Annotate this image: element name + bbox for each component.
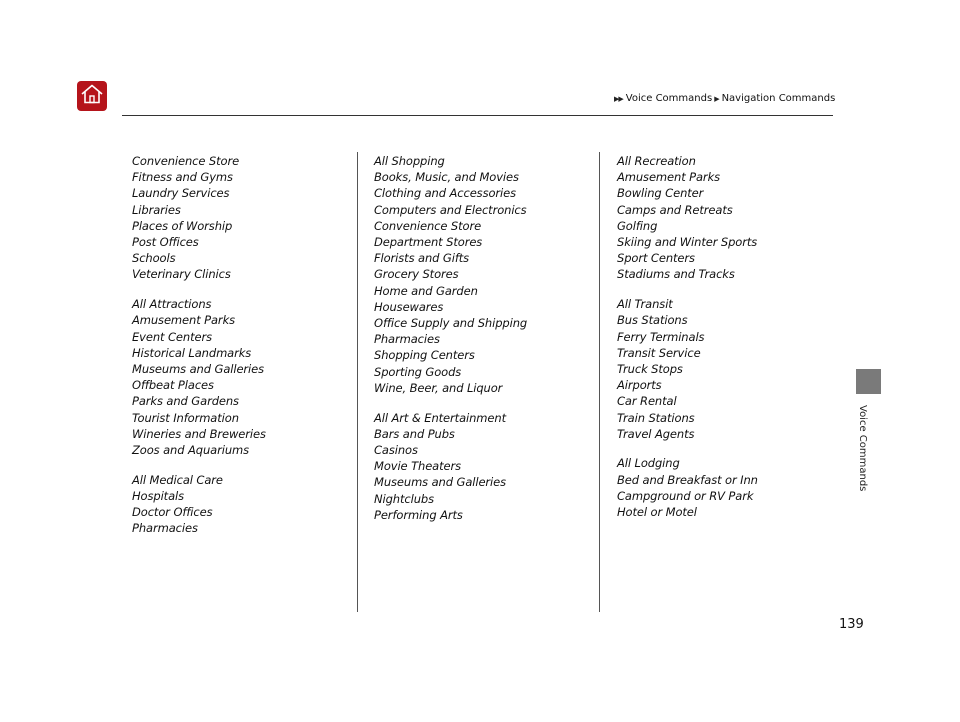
command-item: Shopping Centers [374,348,475,363]
column-3 [617,153,758,534]
command-item: Libraries [132,202,181,217]
command-item: Airports [617,378,662,393]
command-group [132,296,266,458]
command-item: Offbeat Places [132,378,214,393]
breadcrumb [614,93,835,104]
command-item: Schools [132,251,176,266]
command-group [617,153,758,283]
command-item: Laundry Services [132,186,230,201]
home-button[interactable] [77,81,107,111]
command-item: Truck Stops [617,361,683,376]
command-item: Zoos and Aquariums [132,442,249,457]
section-tab-marker[interactable] [856,369,881,394]
header-divider [122,115,833,116]
page-number: 139 [839,617,864,632]
column-1 [132,153,266,550]
command-item: Hotel or Motel [617,505,697,520]
command-group [132,472,266,537]
command-item: Veterinary Clinics [132,267,231,282]
command-item: Grocery Stores [374,267,459,282]
breadcrumb-link-voice-commands[interactable]: Voice Commands [625,93,713,104]
section-tab-label: Voice Commands [857,405,868,492]
command-group [374,410,527,523]
command-item: Amusement Parks [617,170,721,185]
command-item: Bus Stations [617,313,688,328]
command-group [617,296,758,442]
command-item: Books, Music, and Movies [374,170,519,185]
command-item: Hospitals [132,488,185,503]
command-item: All Art & Entertainment [374,410,506,425]
command-item: Amusement Parks [132,313,236,328]
command-item: Golfing [617,218,658,233]
command-item: Computers and Electronics [374,202,527,217]
command-item: Transit Service [617,345,701,360]
command-item: Ferry Terminals [617,329,705,344]
command-item: Movie Theaters [374,459,462,474]
command-item: Housewares [374,299,444,314]
command-item: Bowling Center [617,186,704,201]
command-item: All Recreation [617,154,696,168]
command-item: Tourist Information [132,410,239,425]
command-item: Wineries and Breweries [132,426,266,441]
command-group [132,153,266,283]
command-item: Doctor Offices [132,505,213,520]
breadcrumb-arrow-icon: ▶ [714,94,719,103]
column-divider [599,152,600,612]
command-item: Convenience Store [374,218,482,233]
command-group [617,455,758,520]
command-item: All Transit [617,297,673,312]
command-item: Travel Agents [617,426,695,441]
command-item: Sport Centers [617,251,695,266]
command-item: Pharmacies [374,332,440,347]
command-item: All Lodging [617,456,680,471]
command-item: Stadiums and Tracks [617,267,735,282]
command-item: Campground or RV Park [617,488,754,503]
command-item: Nightclubs [374,491,434,506]
command-item: Fitness and Gyms [132,170,233,185]
command-item: All Attractions [132,297,212,312]
home-icon [81,84,103,108]
breadcrumb-current-navigation-commands: Navigation Commands [721,93,836,104]
command-item: Clothing and Accessories [374,186,516,201]
command-item: Sporting Goods [374,364,462,379]
command-item: Event Centers [132,329,212,344]
command-item: Post Offices [132,235,199,250]
command-item: Bars and Pubs [374,426,455,441]
command-item: Home and Garden [374,283,478,298]
column-2 [374,153,527,536]
command-item: Pharmacies [132,521,198,536]
breadcrumb-arrow-icon: ▶▶ [614,94,623,103]
command-item: Convenience Store [132,154,240,168]
column-divider [357,152,358,612]
command-item: Bed and Breakfast or Inn [617,472,758,487]
command-item: All Medical Care [132,472,223,487]
command-item: Historical Landmarks [132,345,252,360]
command-item: Casinos [374,442,418,457]
command-item: Wine, Beer, and Liquor [374,380,503,395]
command-item: Parks and Gardens [132,394,239,409]
command-item: Museums and Galleries [132,361,265,376]
command-item: Performing Arts [374,507,463,522]
command-item: Skiing and Winter Sports [617,235,758,250]
command-item: Museums and Galleries [374,475,507,490]
command-item: Florists and Gifts [374,251,470,266]
command-item: Department Stores [374,235,483,250]
command-item: Places of Worship [132,218,233,233]
command-item: All Shopping [374,154,445,168]
command-item: Train Stations [617,410,695,425]
command-group [374,153,527,396]
command-item: Camps and Retreats [617,202,733,217]
command-item: Car Rental [617,394,677,409]
command-item: Office Supply and Shipping [374,316,528,331]
